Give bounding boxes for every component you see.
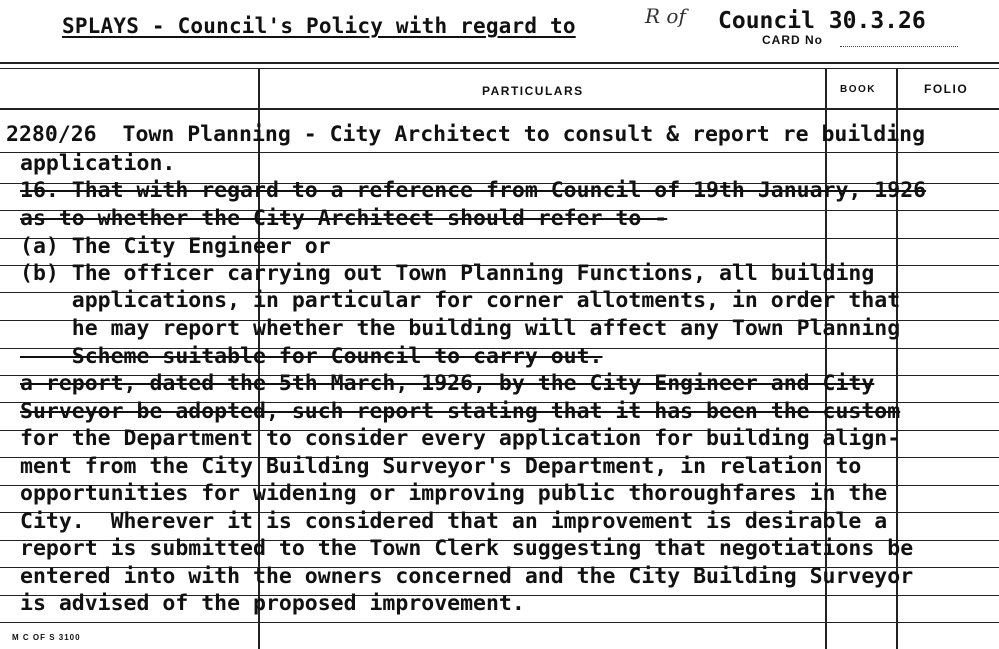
ruled-line bbox=[0, 622, 999, 623]
entry-line: as to whether the City Architect should refer to - bbox=[20, 206, 668, 231]
card-number-blank bbox=[840, 46, 958, 47]
handwritten-reference: R of bbox=[645, 4, 686, 28]
entry-line: he may report whether the building will affect any Town Planning bbox=[20, 316, 901, 341]
entry-line: 2280/26 Town Planning - City Architect to consult & report re building bbox=[6, 122, 926, 147]
entry-line: opportunities for widening or improving public thoroughfares in the bbox=[20, 481, 888, 506]
entry-line: application. bbox=[20, 151, 176, 176]
column-divider-folio bbox=[896, 68, 898, 649]
entry-line: a report, dated the 5th March, 1926, by the City Engineer and City bbox=[20, 371, 875, 396]
entry-line: is advised of the proposed improvement. bbox=[20, 591, 525, 616]
entry-line: ment from the City Building Surveyor's Department, in relation to bbox=[20, 454, 862, 479]
form-code: M C OF S 3100 bbox=[12, 633, 81, 642]
entry-line: entered into with the owners concerned and the City Building Surveyor bbox=[20, 564, 914, 589]
column-header-folio: FOLIO bbox=[924, 82, 969, 96]
entry-line: Scheme suitable for Council to carry out. bbox=[20, 344, 603, 369]
council-date: Council 30.3.26 bbox=[718, 8, 926, 34]
header-rule-top bbox=[0, 62, 999, 64]
column-header-book: BOOK bbox=[840, 84, 876, 95]
entry-line: report is submitted to the Town Clerk suggesting that negotiations be bbox=[20, 536, 914, 561]
entry-line: (b) The officer carrying out Town Planning Functions, all building bbox=[20, 261, 875, 286]
card-number-label: CARD No bbox=[762, 33, 823, 47]
column-header-particulars: PARTICULARS bbox=[482, 84, 584, 98]
header-rule-bottom bbox=[0, 108, 999, 110]
entry-line: 16. That with regard to a reference from Council of 19th January, 1926 bbox=[20, 178, 927, 203]
card-title: SPLAYS - Council's Policy with regard to bbox=[62, 14, 576, 38]
entry-line: for the Department to consider every application for building align- bbox=[20, 426, 901, 451]
entry-line: (a) The City Engineer or bbox=[20, 234, 331, 259]
entry-line: Surveyor be adopted, such report stating that it has been the custom bbox=[20, 399, 901, 424]
entry-line: City. Wherever it is considered that an improvement is desirable a bbox=[20, 509, 888, 534]
entry-line: applications, in particular for corner allotments, in order that bbox=[20, 288, 901, 313]
column-divider-book bbox=[825, 68, 827, 649]
header-rule-second bbox=[0, 68, 999, 69]
